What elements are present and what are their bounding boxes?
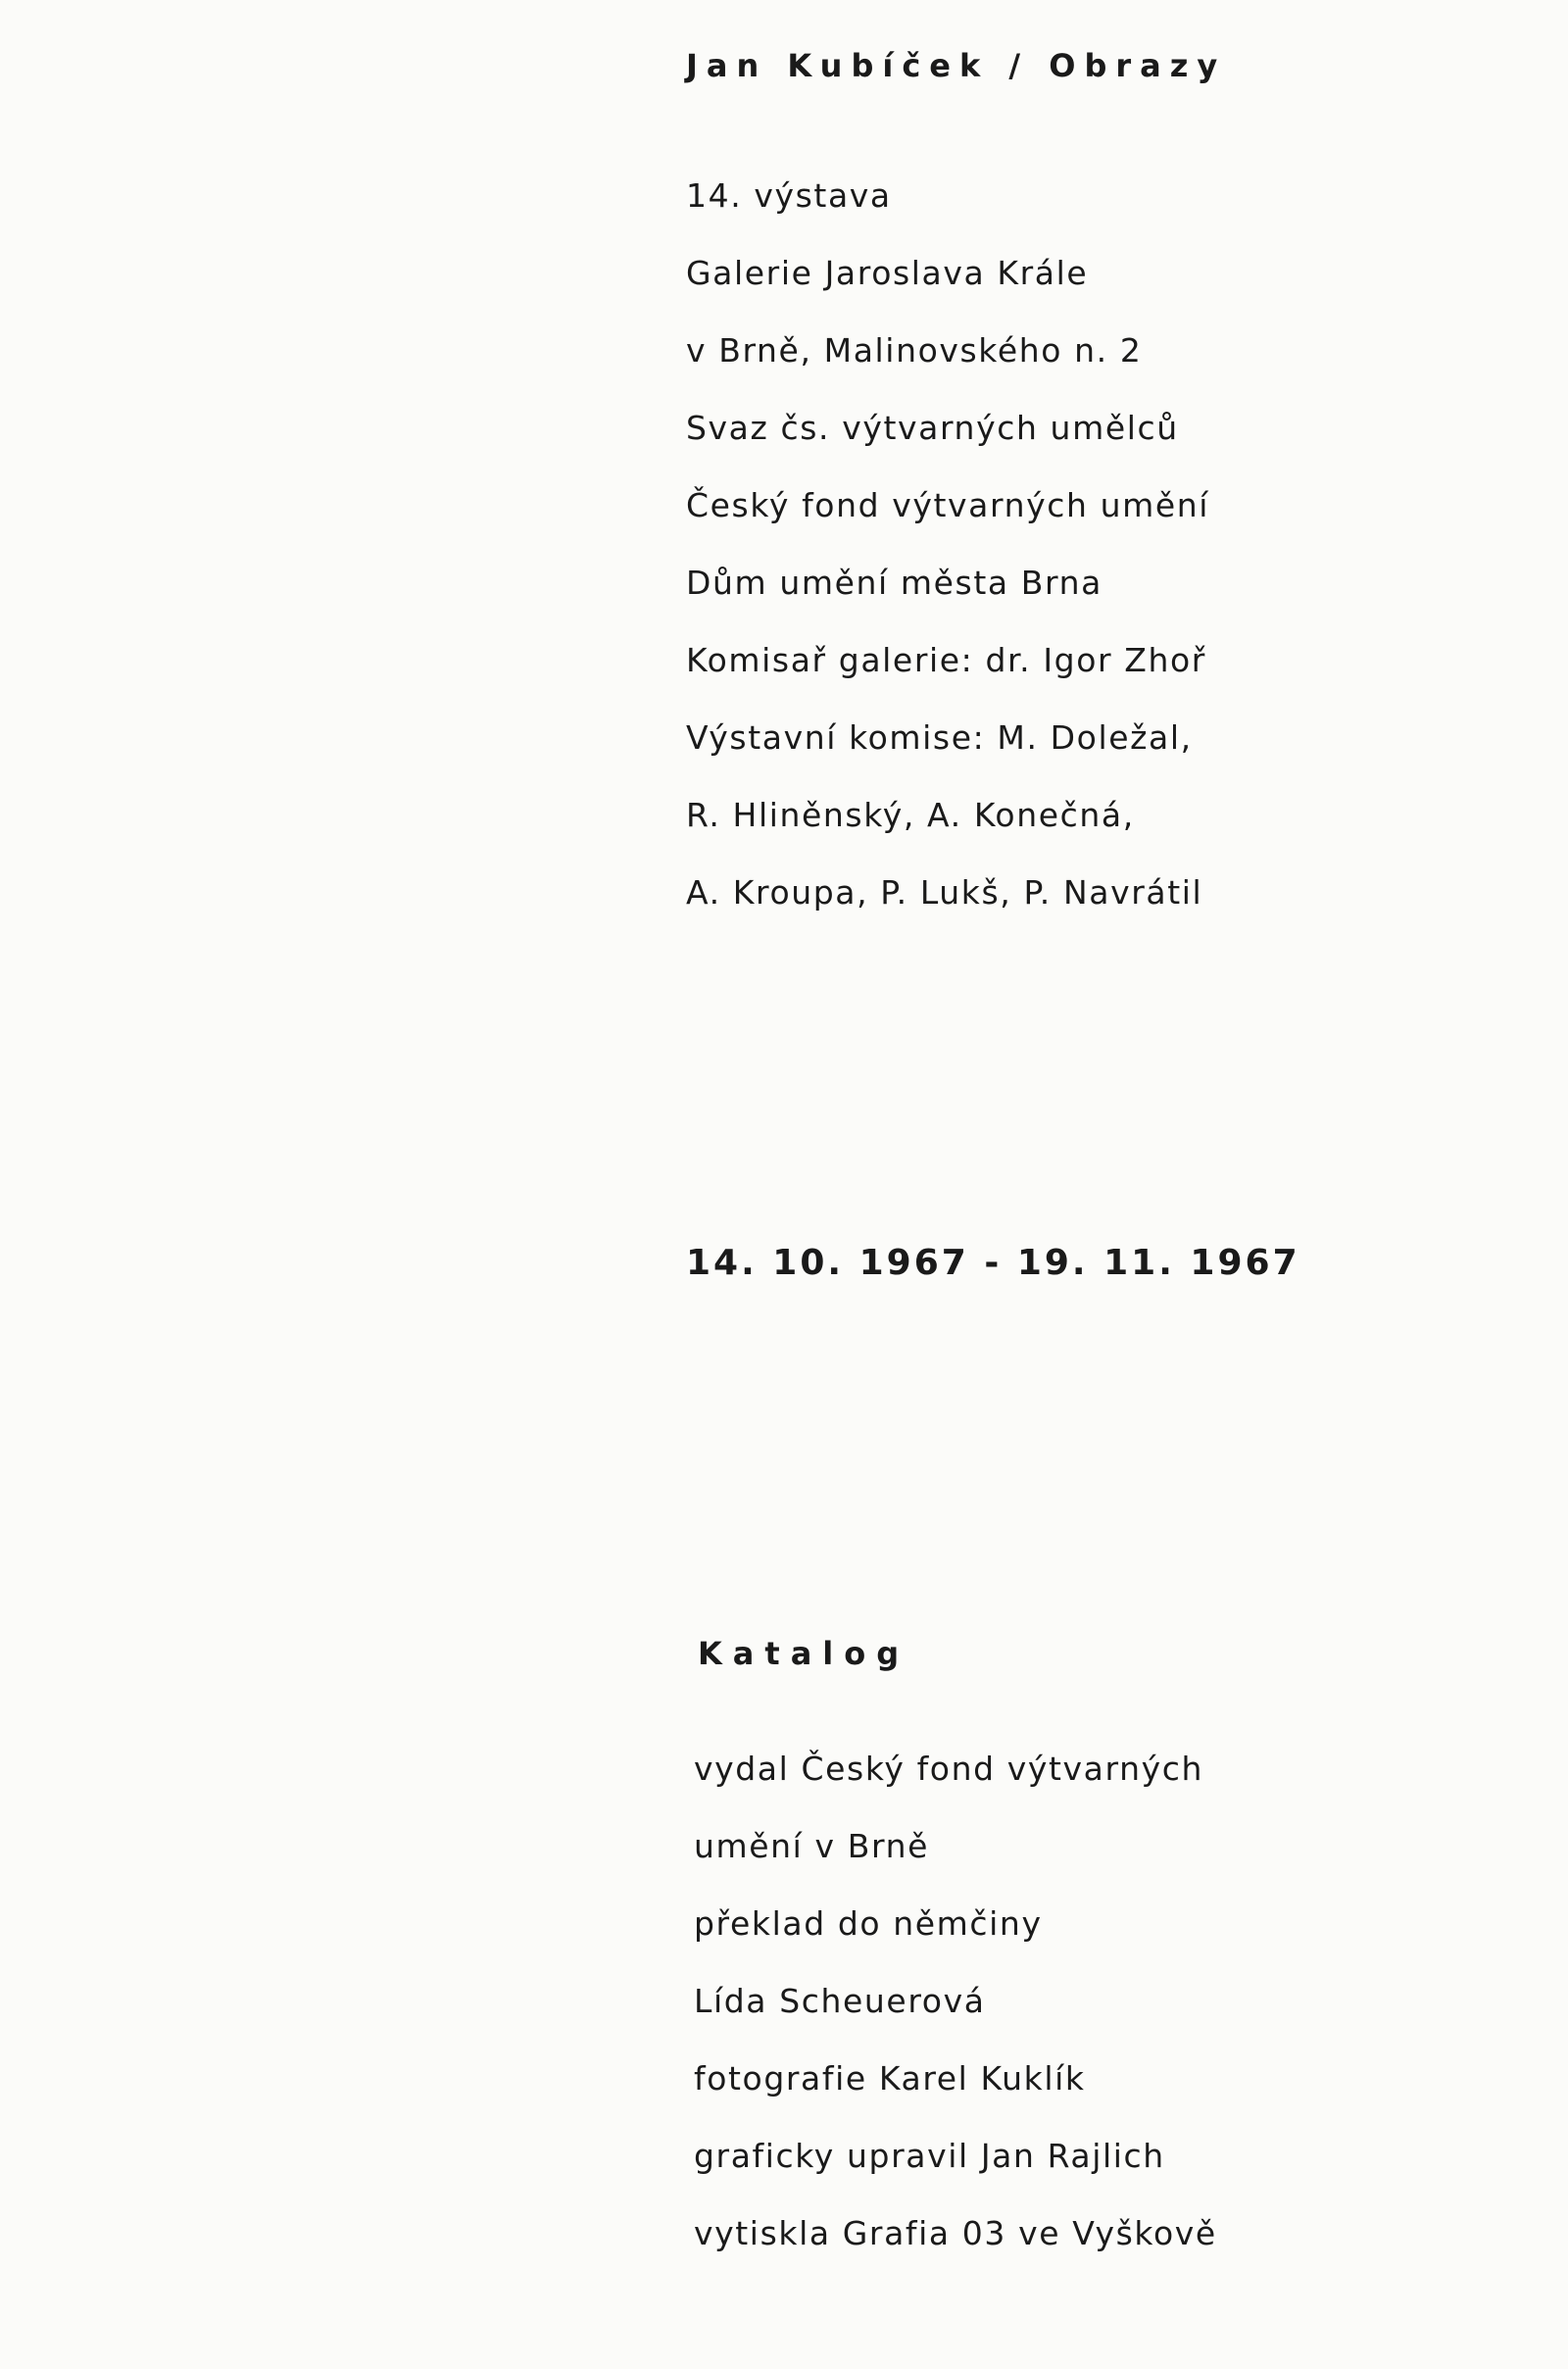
translator-name: Lída Scheuerová [694, 1982, 986, 2020]
publisher-line-1: vydal Český fond výtvarných [694, 1750, 1203, 1788]
gallery-commissioner: Komisař galerie: dr. Igor Zhoř [686, 641, 1206, 679]
exhibition-dates: 14. 10. 1967 - 19. 11. 1967 [686, 1243, 1300, 1283]
catalog-credits [694, 1730, 1478, 2272]
publisher-line-2: umění v Brně [694, 1827, 930, 1865]
exhibition-number: 14. výstava [686, 176, 892, 215]
catalog-heading: Katalog [698, 1635, 910, 1672]
page-title: Jan Kubíček / Obrazy [686, 47, 1227, 84]
gallery-address: v Brně, Malinovského n. 2 [686, 331, 1143, 370]
photography-credit: fotografie Karel Kuklík [694, 2059, 1086, 2098]
exhibition-committee-line-2: R. Hliněnský, A. Konečná, [686, 796, 1135, 834]
organizer-union: Svaz čs. výtvarných umělců [686, 409, 1179, 447]
gallery-name: Galerie Jaroslava Krále [686, 254, 1089, 292]
translation-credit: překlad do němčiny [694, 1904, 1043, 1943]
organizer-fund: Český fond výtvarných umění [686, 486, 1210, 524]
exhibition-info [686, 157, 1470, 931]
organizer-house: Dům umění města Brna [686, 564, 1102, 602]
design-credit: graficky upravil Jan Rajlich [694, 2137, 1165, 2175]
exhibition-committee-line-3: A. Kroupa, P. Lukš, P. Navrátil [686, 873, 1203, 912]
printer-credit: vytiskla Grafia 03 ve Vyškově [694, 2214, 1217, 2252]
exhibition-committee-line-1: Výstavní komise: M. Doležal, [686, 718, 1193, 757]
